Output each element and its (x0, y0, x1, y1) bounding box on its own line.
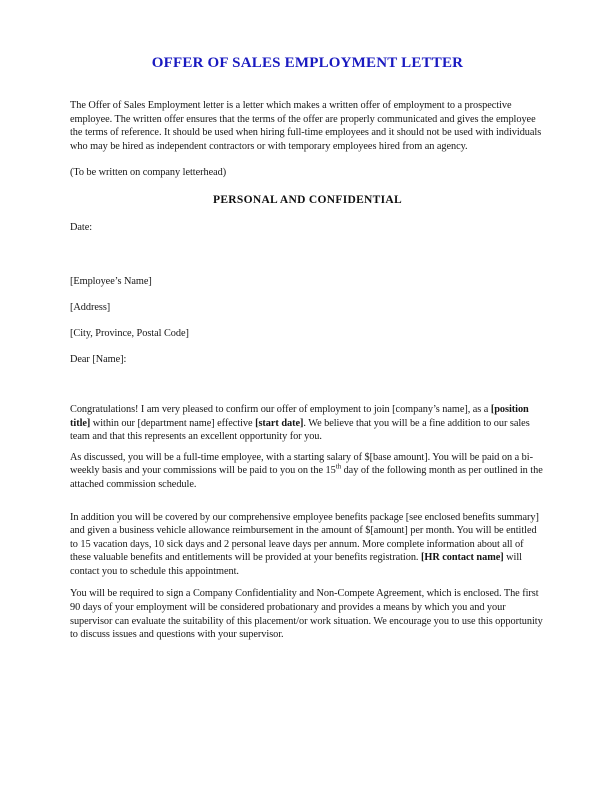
document-content (70, 0, 545, 642)
benefits-text-1: In addition you will be covered by our comprehensive employee benefits package [see enclosed benefits summary] and given a business vehicle allowance reimbursement in the amount of $[amount] per month. You will be entitled to 15 vacation days, 10 sick days and 2 personal leave days per annum. More complete information about all of these valuable benefits and entitlements will be provided at your benefits registration. (70, 511, 539, 564)
paragraph-benefits (70, 511, 545, 579)
recipient-name-placeholder: [Employee’s Name] (70, 275, 152, 287)
document-title: OFFER OF SALES EMPLOYMENT LETTER (151, 55, 464, 71)
hr-contact-placeholder: [HR contact name] (420, 552, 504, 564)
recipient-city-placeholder: [City, Province, Postal Code] (70, 327, 189, 339)
letterhead-note: (To be written on company letterhead) (70, 167, 227, 179)
salutation-line: Dear [Name]: (70, 354, 127, 366)
recipient-address-placeholder: [Address] (70, 301, 111, 313)
congrats-text-2: within our [department name] effective (90, 417, 256, 429)
benefits-text-2: will contact you to schedule this appointment. (70, 552, 522, 577)
paragraph-salary (70, 451, 545, 492)
paragraph-probation: You will be required to sign a Company Confidentiality and Non-Compete Agreement, which is enclosed. The first 90 days of your employment will be considered probationary and provides a means by which you and your supervisor can evaluate the suitability of this placement/or work situation. We encourage you to use this opportunity to discuss issues and questions with your supervisor. (70, 588, 543, 641)
paragraph-congratulations (70, 403, 545, 444)
intro-paragraph: The Offer of Sales Employment letter is a letter which makes a written offer of employment to a prospective employee. The written offer ensures that the terms of the offer are properly communicated and gives the employee the terms of reference. It should be used when hiring full-time employees and it should not be used with individuals who may be hired as independent contractors or with temporary employees hired from an agency. (70, 100, 542, 152)
congrats-text-1: Congratulations! I am very pleased to confirm our offer of employment to join [company’s name], as a (70, 403, 491, 415)
salary-text-2: day of the following month as per outlined in the attached commission schedule. (70, 465, 543, 490)
confidential-heading: PERSONAL AND CONFIDENTIAL (213, 193, 402, 206)
ordinal-superscript: th (335, 462, 342, 471)
start-date-placeholder: [start date] (255, 417, 304, 429)
congrats-text-3: . We believe that you will be a fine addition to our sales team and that this represents an excellent opportunity for you. (70, 417, 530, 443)
date-label: Date: (70, 221, 93, 233)
salary-text-1: As discussed, you will be a full-time employee, with a starting salary of $[base amount]. You will be paid on a bi-weekly basis and your commissions will be paid to you on the 15 (70, 451, 533, 477)
position-title-placeholder: [position title] (70, 403, 529, 429)
